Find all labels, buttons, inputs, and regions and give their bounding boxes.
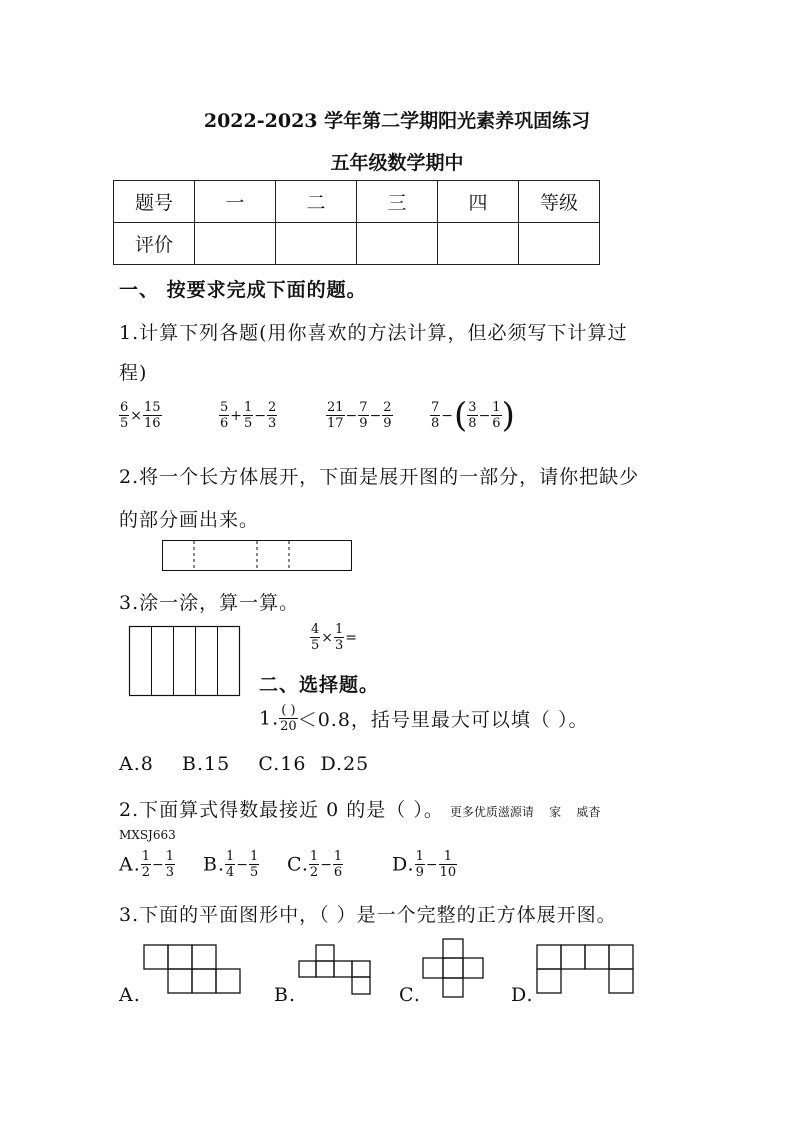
table-cell: [357, 223, 438, 265]
table-cell: 题号: [114, 181, 195, 223]
cuboid-net-figure: [162, 540, 352, 572]
table-cell: [195, 223, 276, 265]
q3-text: 3.涂一涂，算一算。: [119, 592, 300, 614]
s2-q2-option-a[interactable]: A. $\frac{1}{2}$ − $\frac{1}{3}$: [119, 849, 175, 880]
expr-4: $\frac{7}{8}$ −( $\frac{3}{8}$ − $\frac{1}{6}$ ): [431, 395, 515, 436]
table-cell: [438, 223, 519, 265]
table-cell: 等级: [519, 181, 600, 223]
s2-q2-option-d[interactable]: D. $\frac{1}{9}$ − $\frac{1}{10}$: [392, 849, 457, 880]
cube-net-b[interactable]: [298, 944, 374, 996]
table-cell: 一: [195, 181, 276, 223]
section1-heading: 一、 按要求完成下面的题。: [119, 279, 367, 301]
table-cell: 二: [276, 181, 357, 223]
s2-q3-text: 3.下面的平面图形中，（ ）是一个完整的正方体展开图。: [119, 904, 617, 926]
table-cell: [276, 223, 357, 265]
net-label-b[interactable]: B.: [274, 984, 297, 1006]
table-cell: 评价: [114, 223, 195, 265]
q3-expression: $\frac{4}{5}$ × $\frac{1}{3}$ =: [311, 622, 358, 653]
table-cell: 四: [438, 181, 519, 223]
expr-3: $\frac{21}{17}$ − $\frac{7}{9}$ − $\frac{2}{9}$: [327, 400, 392, 431]
cube-net-a[interactable]: [143, 944, 245, 996]
section2-heading: 二、选择题。: [259, 674, 380, 696]
page-subtitle: 五年级数学期中: [330, 152, 464, 174]
table-cell: [519, 223, 600, 265]
s2-q1-options: A.8 B.15 C.16 D.25: [119, 753, 370, 775]
net-label-a[interactable]: A.: [119, 984, 141, 1006]
cube-net-c[interactable]: [422, 938, 488, 1000]
q2-text-line2: 的部分画出来。: [119, 509, 260, 531]
table-cell: 三: [357, 181, 438, 223]
cube-net-d[interactable]: [536, 944, 636, 996]
net-label-c[interactable]: C.: [399, 984, 421, 1006]
net-label-d[interactable]: D.: [511, 984, 534, 1006]
s2-q2-note2: MXSJ663: [119, 828, 176, 842]
s2-q2: 2.下面算式得数最接近 0 的是（ ）。 更多优质滋源请 家 威杳: [119, 799, 601, 821]
table-row: [114, 181, 600, 223]
expr-1: $\frac{6}{5}$ × $\frac{15}{16}$: [120, 400, 161, 431]
score-table: [113, 180, 600, 265]
fraction-grid-figure: [129, 626, 241, 696]
expr-2: $\frac{5}{6}$ + $\frac{1}{5}$ − $\frac{2}{3}$: [220, 400, 277, 431]
s2-q2-option-b[interactable]: B. $\frac{1}{4}$ − $\frac{1}{5}$: [203, 849, 259, 880]
q1-text-line1: 1.计算下列各题(用你喜欢的方法计算，但必须写下计算过: [119, 322, 628, 344]
q1-text-line2: 程): [119, 362, 148, 384]
page-title: 2022-2023 学年第二学期阳光素养巩固练习: [203, 110, 591, 132]
s2-q2-option-c[interactable]: C. $\frac{1}{2}$ − $\frac{1}{6}$: [287, 849, 343, 880]
q2-text-line1: 2.将一个长方体展开，下面是展开图的一部分，请你把缺少: [119, 466, 640, 488]
table-row: [114, 223, 600, 265]
s2-q1: 1. $\frac{( )}{20}$ ＜0.8，括号里最大可以填（ ）。: [259, 703, 589, 734]
